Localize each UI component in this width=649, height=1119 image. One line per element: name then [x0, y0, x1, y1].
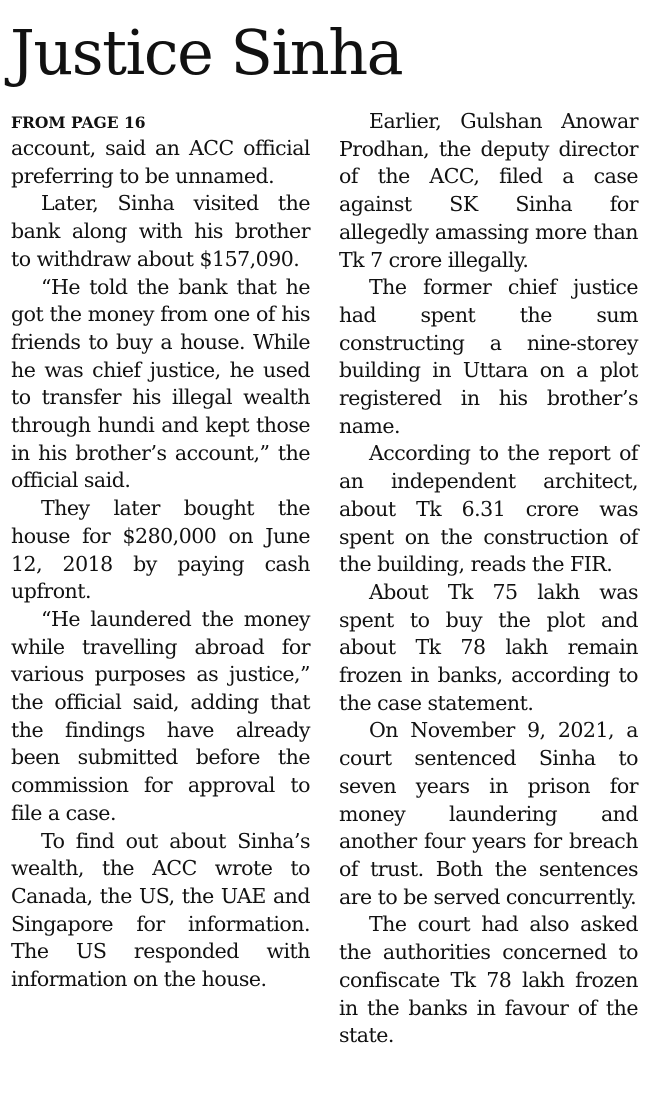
paragraph: To find out about Sinha’s wealth, the ACC wrote to Canada, the US, the UAE and Singapore for information. The US responded with information on the house. — [11, 828, 310, 992]
article-column-left — [11, 108, 310, 994]
headline: Justice Sinha — [10, 16, 403, 89]
article-column-right — [339, 108, 638, 1050]
paragraph: About Tk 75 lakh was spent to buy the plot and about Tk 78 lakh remain frozen in banks, according to the case statement. — [339, 579, 638, 715]
paragraph: The court had also asked the authorities concerned to confiscate Tk 78 lakh frozen in the banks in favour of the state. — [339, 912, 638, 1048]
continued-from-kicker: FROM PAGE 16 — [11, 113, 146, 132]
paragraph: Later, Sinha visited the bank along with his brother to withdraw about $157,090. — [11, 191, 310, 271]
paragraph: “He laundered the money while travelling abroad for various purposes as justice,” the official said, adding that the findings have already been submitted before the commission for approval to file a case. — [11, 606, 310, 825]
paragraph: According to the report of an independent architect, about Tk 6.31 crore was spent on the construction of the building, reads the FIR. — [339, 441, 638, 577]
paragraph: They later bought the house for $280,000 on June 12, 2018 by paying cash upfront. — [11, 496, 310, 604]
paragraph: Earlier, Gulshan Anowar Prodhan, the deputy director of the ACC, filed a case against SK Sinha for allegedly amassing more than Tk 7 crore illegally. — [339, 109, 638, 272]
paragraph: On November 9, 2021, a court sentenced Sinha to seven years in prison for money laundering and another four years for breach of trust. Both the sentences are to be served concurrently. — [339, 718, 638, 909]
paragraph: The former chief justice had spent the sum constructing a nine-storey building in Uttara on a plot registered in his brother’s name. — [339, 275, 638, 438]
paragraph: account, said an ACC official preferring to be unnamed. — [11, 136, 310, 188]
paragraph: “He told the bank that he got the money from one of his friends to buy a house. While he was chief justice, he used to transfer his illegal wealth through hundi and kept those in his brother’s account,” the official said. — [11, 274, 310, 493]
